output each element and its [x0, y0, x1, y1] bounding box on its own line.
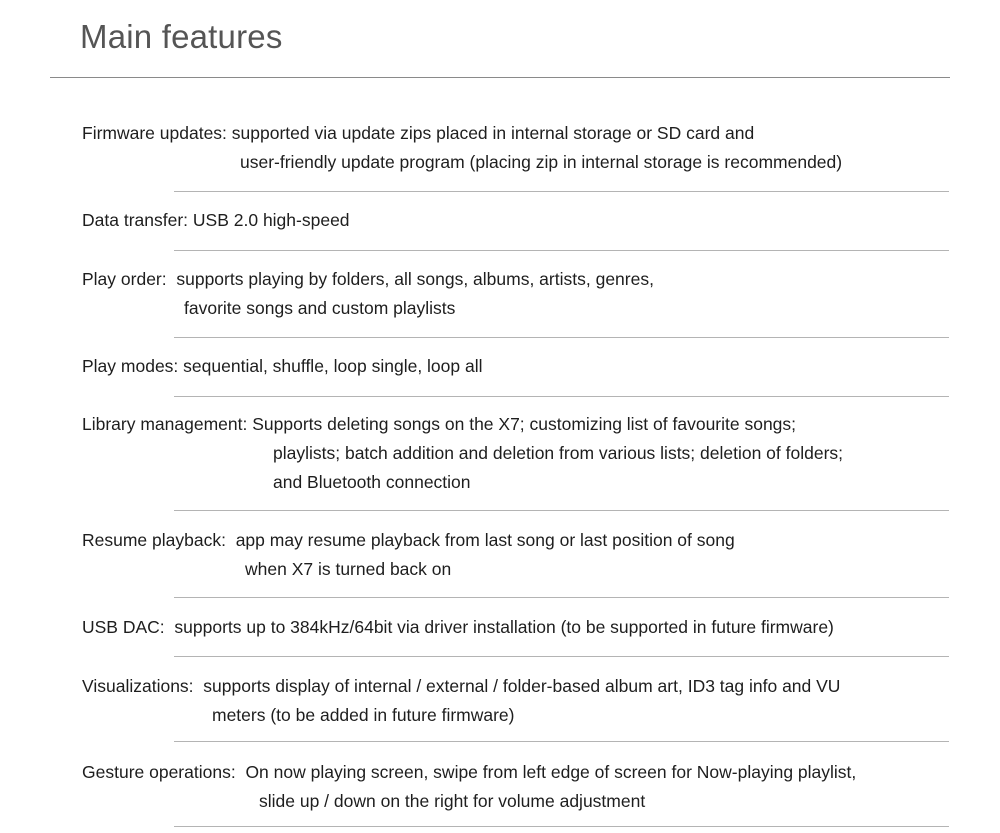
feature-text-continued: slide up / down on the right for volume adjustment	[259, 791, 646, 811]
feature-label: Play order:	[82, 269, 167, 289]
feature-divider	[174, 826, 949, 827]
feature-text-continued: and Bluetooth connection	[273, 472, 471, 492]
feature-divider	[174, 510, 949, 511]
feature-text: Supports deleting songs on the X7; customizing list of favourite songs;	[252, 414, 797, 434]
feature-label: USB DAC:	[82, 617, 165, 637]
feature-label: Firmware updates:	[82, 123, 227, 143]
feature-text-continued: user-friendly update program (placing zip in internal storage is recommended)	[240, 152, 843, 172]
feature-label: Gesture operations:	[82, 762, 236, 782]
feature-visualizations	[82, 672, 840, 730]
page-title: Main features	[80, 18, 283, 55]
feature-text-continued: when X7 is turned back on	[245, 559, 452, 579]
feature-text: sequential, shuffle, loop single, loop all	[183, 356, 483, 376]
title-divider	[50, 77, 950, 78]
feature-data-transfer	[82, 206, 350, 235]
feature-play-modes	[82, 352, 483, 381]
feature-label: Resume playback:	[82, 530, 226, 550]
feature-text: USB 2.0 high-speed	[192, 210, 350, 230]
feature-text-continued: favorite songs and custom playlists	[184, 298, 456, 318]
feature-text: supports up to 384kHz/64bit via driver installation (to be supported in future firmware)	[174, 617, 834, 637]
feature-text: app may resume playback from last song or last position of song	[235, 530, 735, 550]
feature-text: supports playing by folders, all songs, albums, artists, genres,	[176, 269, 654, 289]
feature-divider	[174, 250, 949, 251]
feature-resume-playback	[82, 526, 735, 584]
feature-gesture-operations	[82, 758, 856, 816]
feature-text: supports display of internal / external / folder-based album art, ID3 tag info and VU	[203, 676, 841, 696]
feature-divider	[174, 656, 949, 657]
feature-divider	[174, 741, 949, 742]
feature-firmware-updates	[82, 119, 842, 177]
feature-text: On now playing screen, swipe from left edge of screen for Now-playing playlist,	[245, 762, 857, 782]
feature-text-continued: playlists; batch addition and deletion from various lists; deletion of folders;	[273, 443, 844, 463]
feature-label: Library management:	[82, 414, 248, 434]
feature-text: supported via update zips placed in internal storage or SD card and	[231, 123, 755, 143]
feature-play-order	[82, 265, 654, 323]
feature-divider	[174, 396, 949, 397]
feature-usb-dac	[82, 613, 834, 642]
feature-divider	[174, 597, 949, 598]
feature-label: Data transfer:	[82, 210, 189, 230]
feature-divider	[174, 337, 949, 338]
feature-text-continued: meters (to be added in future firmware)	[212, 705, 515, 725]
feature-label: Play modes:	[82, 356, 179, 376]
feature-library-management	[82, 410, 843, 497]
feature-divider	[174, 191, 949, 192]
feature-label: Visualizations:	[82, 676, 194, 696]
